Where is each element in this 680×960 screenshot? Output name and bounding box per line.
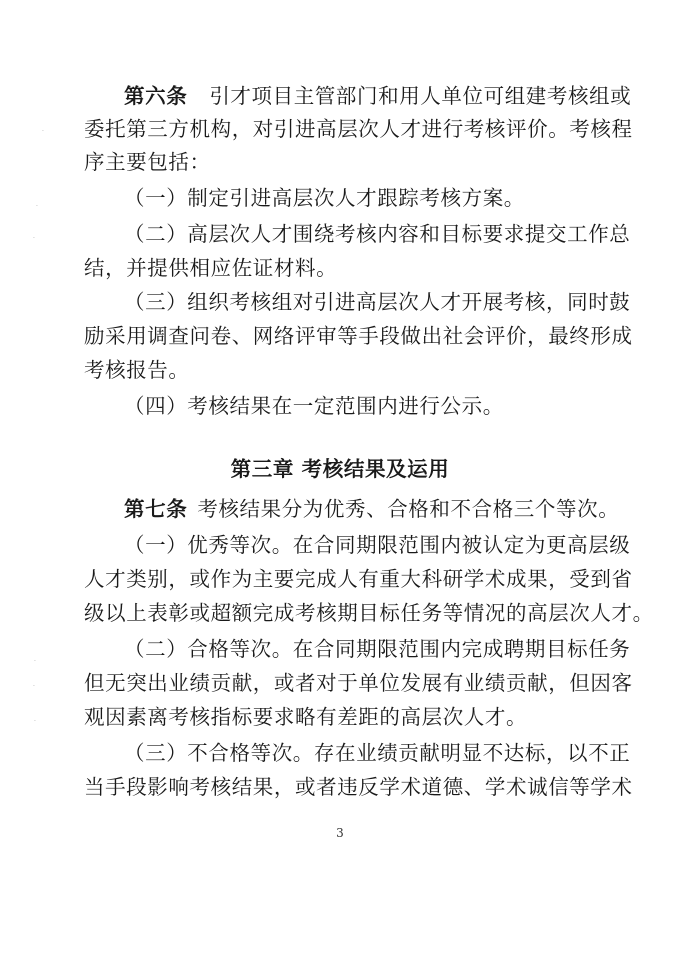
article-7-item-3-line-1: （三）不合格等次。存在业绩贡献明显不达标，以不正 [124, 741, 631, 765]
scan-speck: · [42, 128, 44, 135]
article-6-item-4: （四）考核结果在一定范围内进行公示。 [124, 394, 504, 418]
article-6-item-3-line-3: 考核报告。 [84, 358, 190, 382]
article-6-item-2-line-2: 结，并提供相应佐证材料。 [84, 256, 338, 280]
scan-speck: · [36, 203, 38, 210]
article-7-item-1-line-1: （一）优秀等次。在合同期限范围内被认定为更高层级 [124, 533, 631, 557]
article-6-item-1: （一）制定引进高层次人才跟踪考核方案。 [124, 186, 525, 210]
article-6-item-3-line-2: 励采用调查问卷、网络评审等手段做出社会评价，最终形成 [84, 324, 633, 348]
article-6-line-3: 序主要包括： [84, 150, 211, 174]
scan-speck: · [33, 235, 35, 242]
article-6-line-2: 委托第三方机构，对引进高层次人才进行考核评价。考核程 [84, 117, 633, 141]
article-7-line-1 [124, 493, 619, 525]
article-7-text: 考核结果分为优秀、合格和不合格三个等次。 [197, 497, 620, 521]
scan-speck: · [33, 683, 35, 690]
chapter-3-title: 第三章 考核结果及运用 [230, 457, 450, 481]
article-7-item-1-line-2: 人才类别，或作为主要完成人有重大科研学术成果，受到省 [84, 567, 633, 591]
article-7-item-2-line-2: 但无突出业绩贡献，或者对于单位发展有业绩贡献，但因客 [84, 671, 633, 695]
scan-speck: · [34, 718, 36, 725]
article-7-heading: 第七条 [124, 497, 188, 521]
article-7-item-2-line-1: （二）合格等次。在合同期限范围内完成聘期目标任务 [124, 637, 631, 661]
article-7-item-3-line-2: 当手段影响考核结果，或者违反学术道德、学术诚信等学术 [84, 775, 633, 799]
article-7-item-1-line-3: 级以上表彰或超额完成考核期目标任务等情况的高层次人才。 [84, 601, 654, 625]
article-6-item-2-line-1: （二）高层次人才围绕考核内容和目标要求提交工作总 [124, 222, 631, 246]
article-6-text: 引才项目主管部门和用人单位可组建考核组或 [209, 84, 632, 108]
article-6-line-1 [124, 80, 631, 112]
article-6-item-3-line-1: （三）组织考核组对引进高层次人才开展考核，同时鼓 [124, 290, 631, 314]
article-6-heading: 第六条 [124, 84, 188, 108]
page-number: 3 [336, 826, 344, 840]
scan-speck: · [34, 658, 36, 665]
article-7-item-2-line-3: 观因素离考核指标要求略有差距的高层次人才。 [84, 705, 528, 729]
